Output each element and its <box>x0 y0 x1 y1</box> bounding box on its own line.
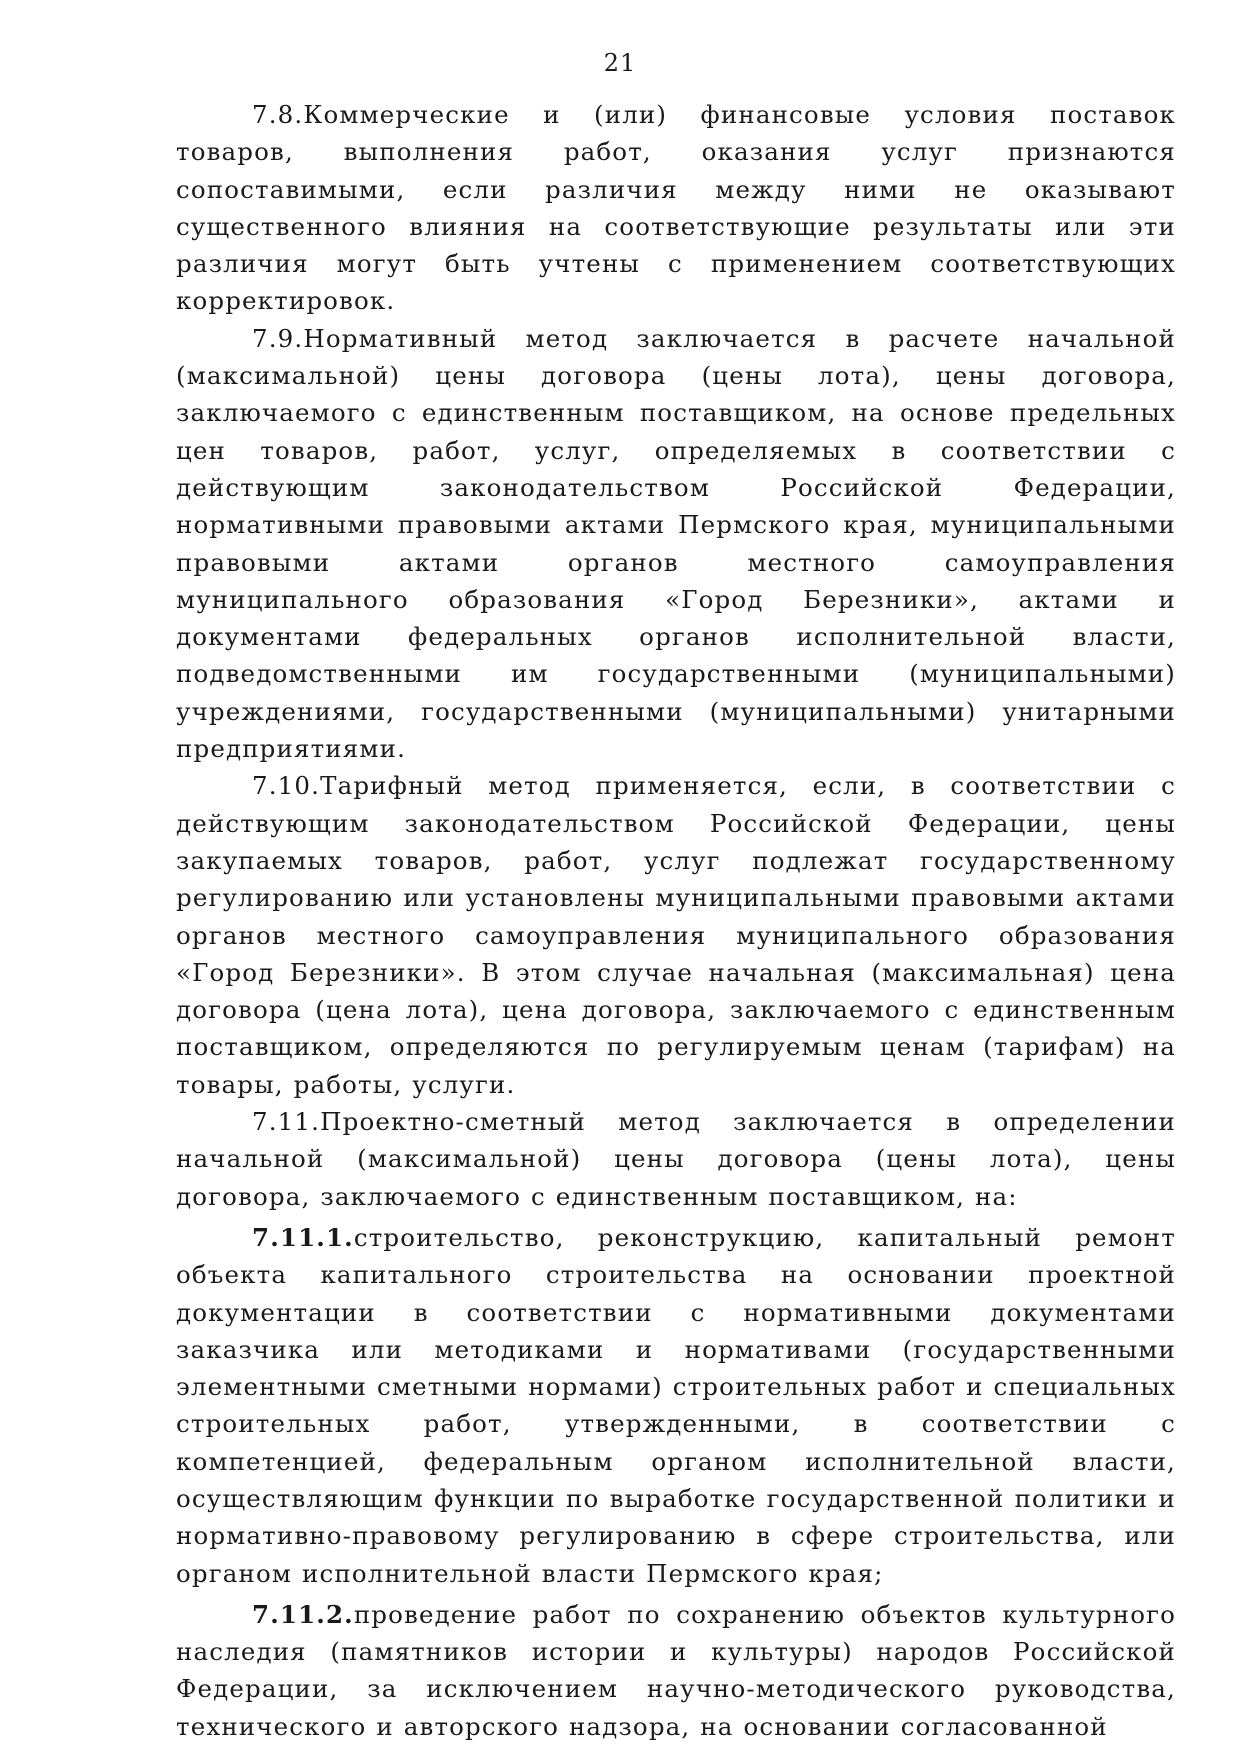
paragraph-number: 7.10. <box>252 771 321 801</box>
paragraph-7-8 <box>176 96 1176 320</box>
paragraph-7-10 <box>176 767 1176 1103</box>
paragraph-text: строительство, реконструкцию, капитальный ремонт объекта капитального строительства на основании проектной документации в соответствии с нормативными документами заказчика или методиками и нормативами (государственными элементными сметными нормами) строительных работ и специальных строительных работ, утвержденными, в соответствии с компетенцией, федеральным органом исполнительной власти, осуществляющим функции по выработке государственной политики и нормативно-правовому регулированию в сфере строительства, или органом исполнительной власти Пермского края; <box>176 1222 1176 1588</box>
paragraph-number: 7.11. <box>252 1107 321 1137</box>
paragraph-7-9 <box>176 320 1176 768</box>
paragraph-number: 7.11.2. <box>252 1599 354 1629</box>
paragraph-number: 7.8. <box>252 100 304 129</box>
paragraph-text: проведение работ по сохранению объектов культурного наследия (памятников истории и культуры) народов Российской Федерации, за исключением научно-методического руководства, технического и авторского надзора, на основании согласованной <box>176 1599 1176 1741</box>
paragraph-number: 7.9. <box>252 323 304 353</box>
paragraph-7-11 <box>176 1103 1176 1215</box>
paragraph-text: Проектно-сметный метод заключается в определении начальной (максимальной) цены договора (цены лота), цены договора, заключаемого с единственным поставщиком, на: <box>176 1107 1176 1211</box>
paragraph-text: Тарифный метод применяется, если, в соответствии с действующим законодательством Российской Федерации, цены закупаемых товаров, работ, услуг подлежат государственному регулированию или установлены муниципальными правовыми актами органов местного самоуправления муниципального образования «Город Березники». В этом случае начальная (максимальная) цена договора (цена лота), цена договора, заключаемого с единственным поставщиком, определяются по регулируемым ценам (тарифам) на товары, работы, услуги. <box>176 771 1176 1099</box>
paragraph-7-11-1 <box>176 1219 1176 1592</box>
paragraph-text: Коммерческие и (или) финансовые условия поставок товаров, выполнения работ, оказания услуг признаются сопоставимыми, если различия между ними не оказывают существенного влияния на соответствующие результаты или эти различия могут быть учтены с применением соответствующих корректировок. <box>176 100 1176 316</box>
page-number: 21 <box>603 49 637 77</box>
paragraph-7-11-2 <box>176 1596 1176 1745</box>
paragraph-text: Нормативный метод заключается в расчете начальной (максимальной) цены договора (цены лота), цены договора, заключаемого с единственным поставщиком, на основе предельных цен товаров, работ, услуг, определяемых в соответствии с действующим законодательством Российской Федерации, нормативными правовыми актами Пермского края, муниципальными правовыми актами органов местного самоуправления муниципального образования «Город Березники», актами и документами федеральных органов исполнительной власти, подведомственными им государственными (муниципальными) учреждениями, государственными (муниципальными) унитарными предприятиями. <box>176 323 1176 764</box>
paragraph-number: 7.11.1. <box>252 1222 354 1252</box>
document-body <box>176 96 1176 1745</box>
